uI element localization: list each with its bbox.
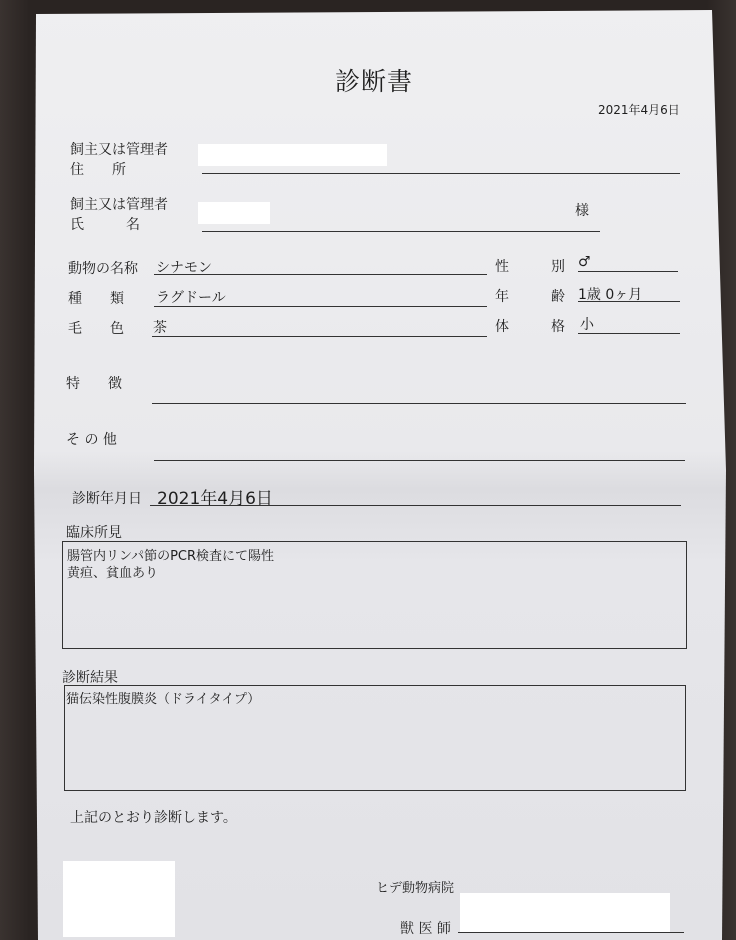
- clinical-findings-label: 臨床所見: [66, 525, 122, 541]
- animal-name-value: シナモン: [156, 260, 212, 276]
- owner-address-label-2: 住 所: [70, 162, 126, 178]
- breed-value: ラグドール: [156, 290, 226, 306]
- owner-name-underline: [202, 231, 600, 232]
- document-title: 診断書: [335, 67, 414, 96]
- veterinarian-underline: [458, 932, 684, 933]
- diagnosis-result-value: 猫伝染性腹膜炎（ドライタイプ）: [66, 692, 261, 707]
- honorific-sama: 様: [575, 203, 589, 219]
- breed-label: 種 類: [68, 291, 124, 307]
- other-underline: [154, 460, 685, 461]
- owner-name-label-2: 氏 名: [70, 217, 140, 233]
- coat-color-value: 茶: [153, 320, 167, 336]
- veterinarian-label: 獣 医 師: [400, 921, 451, 937]
- issue-date: 2021年4月6日: [598, 103, 680, 117]
- coat-color-label: 毛 色: [68, 321, 124, 337]
- owner-address-label-1: 飼主又は管理者: [70, 142, 168, 158]
- size-label: 体 格: [495, 319, 565, 335]
- owner-name-label-1: 飼主又は管理者: [70, 197, 168, 213]
- features-underline: [152, 403, 686, 404]
- diagnosis-result-label: 診断結果: [62, 670, 118, 686]
- redacted-owner-name: [198, 202, 270, 224]
- address-underline: [202, 173, 680, 174]
- hospital-name: ヒデ動物病院: [376, 881, 455, 896]
- coat-color-underline: [152, 336, 487, 337]
- age-label: 年 齢: [495, 289, 565, 305]
- size-value: 小: [580, 317, 594, 333]
- animal-name-underline: [154, 274, 487, 275]
- size-underline: [578, 333, 680, 334]
- sex-label: 性 別: [495, 259, 565, 275]
- redacted-address: [198, 144, 387, 166]
- clinical-findings-line-1: 腸管内リンパ節のPCR検査にて陽性: [67, 549, 275, 564]
- clinical-findings-line-2: 黄疸、貧血あり: [67, 566, 159, 581]
- diagnosis-statement: 上記のとおり診断します。: [70, 810, 237, 826]
- diagnosis-date-value: 2021年4月6日: [157, 489, 273, 509]
- diagnosis-date-label: 診断年月日: [72, 491, 142, 507]
- sex-value: ♂: [578, 254, 591, 270]
- features-label: 特 徴: [66, 376, 122, 392]
- redacted-stamp: [63, 861, 175, 937]
- sex-underline: [578, 271, 678, 272]
- other-label: そ の 他: [66, 432, 117, 448]
- diagnosis-date-underline: [150, 505, 681, 506]
- redacted-veterinarian-name: [460, 893, 670, 933]
- breed-underline: [154, 306, 487, 307]
- age-underline: [578, 301, 680, 302]
- age-value: 1歳 0ヶ月: [578, 287, 643, 303]
- animal-name-label: 動物の名称: [68, 261, 138, 277]
